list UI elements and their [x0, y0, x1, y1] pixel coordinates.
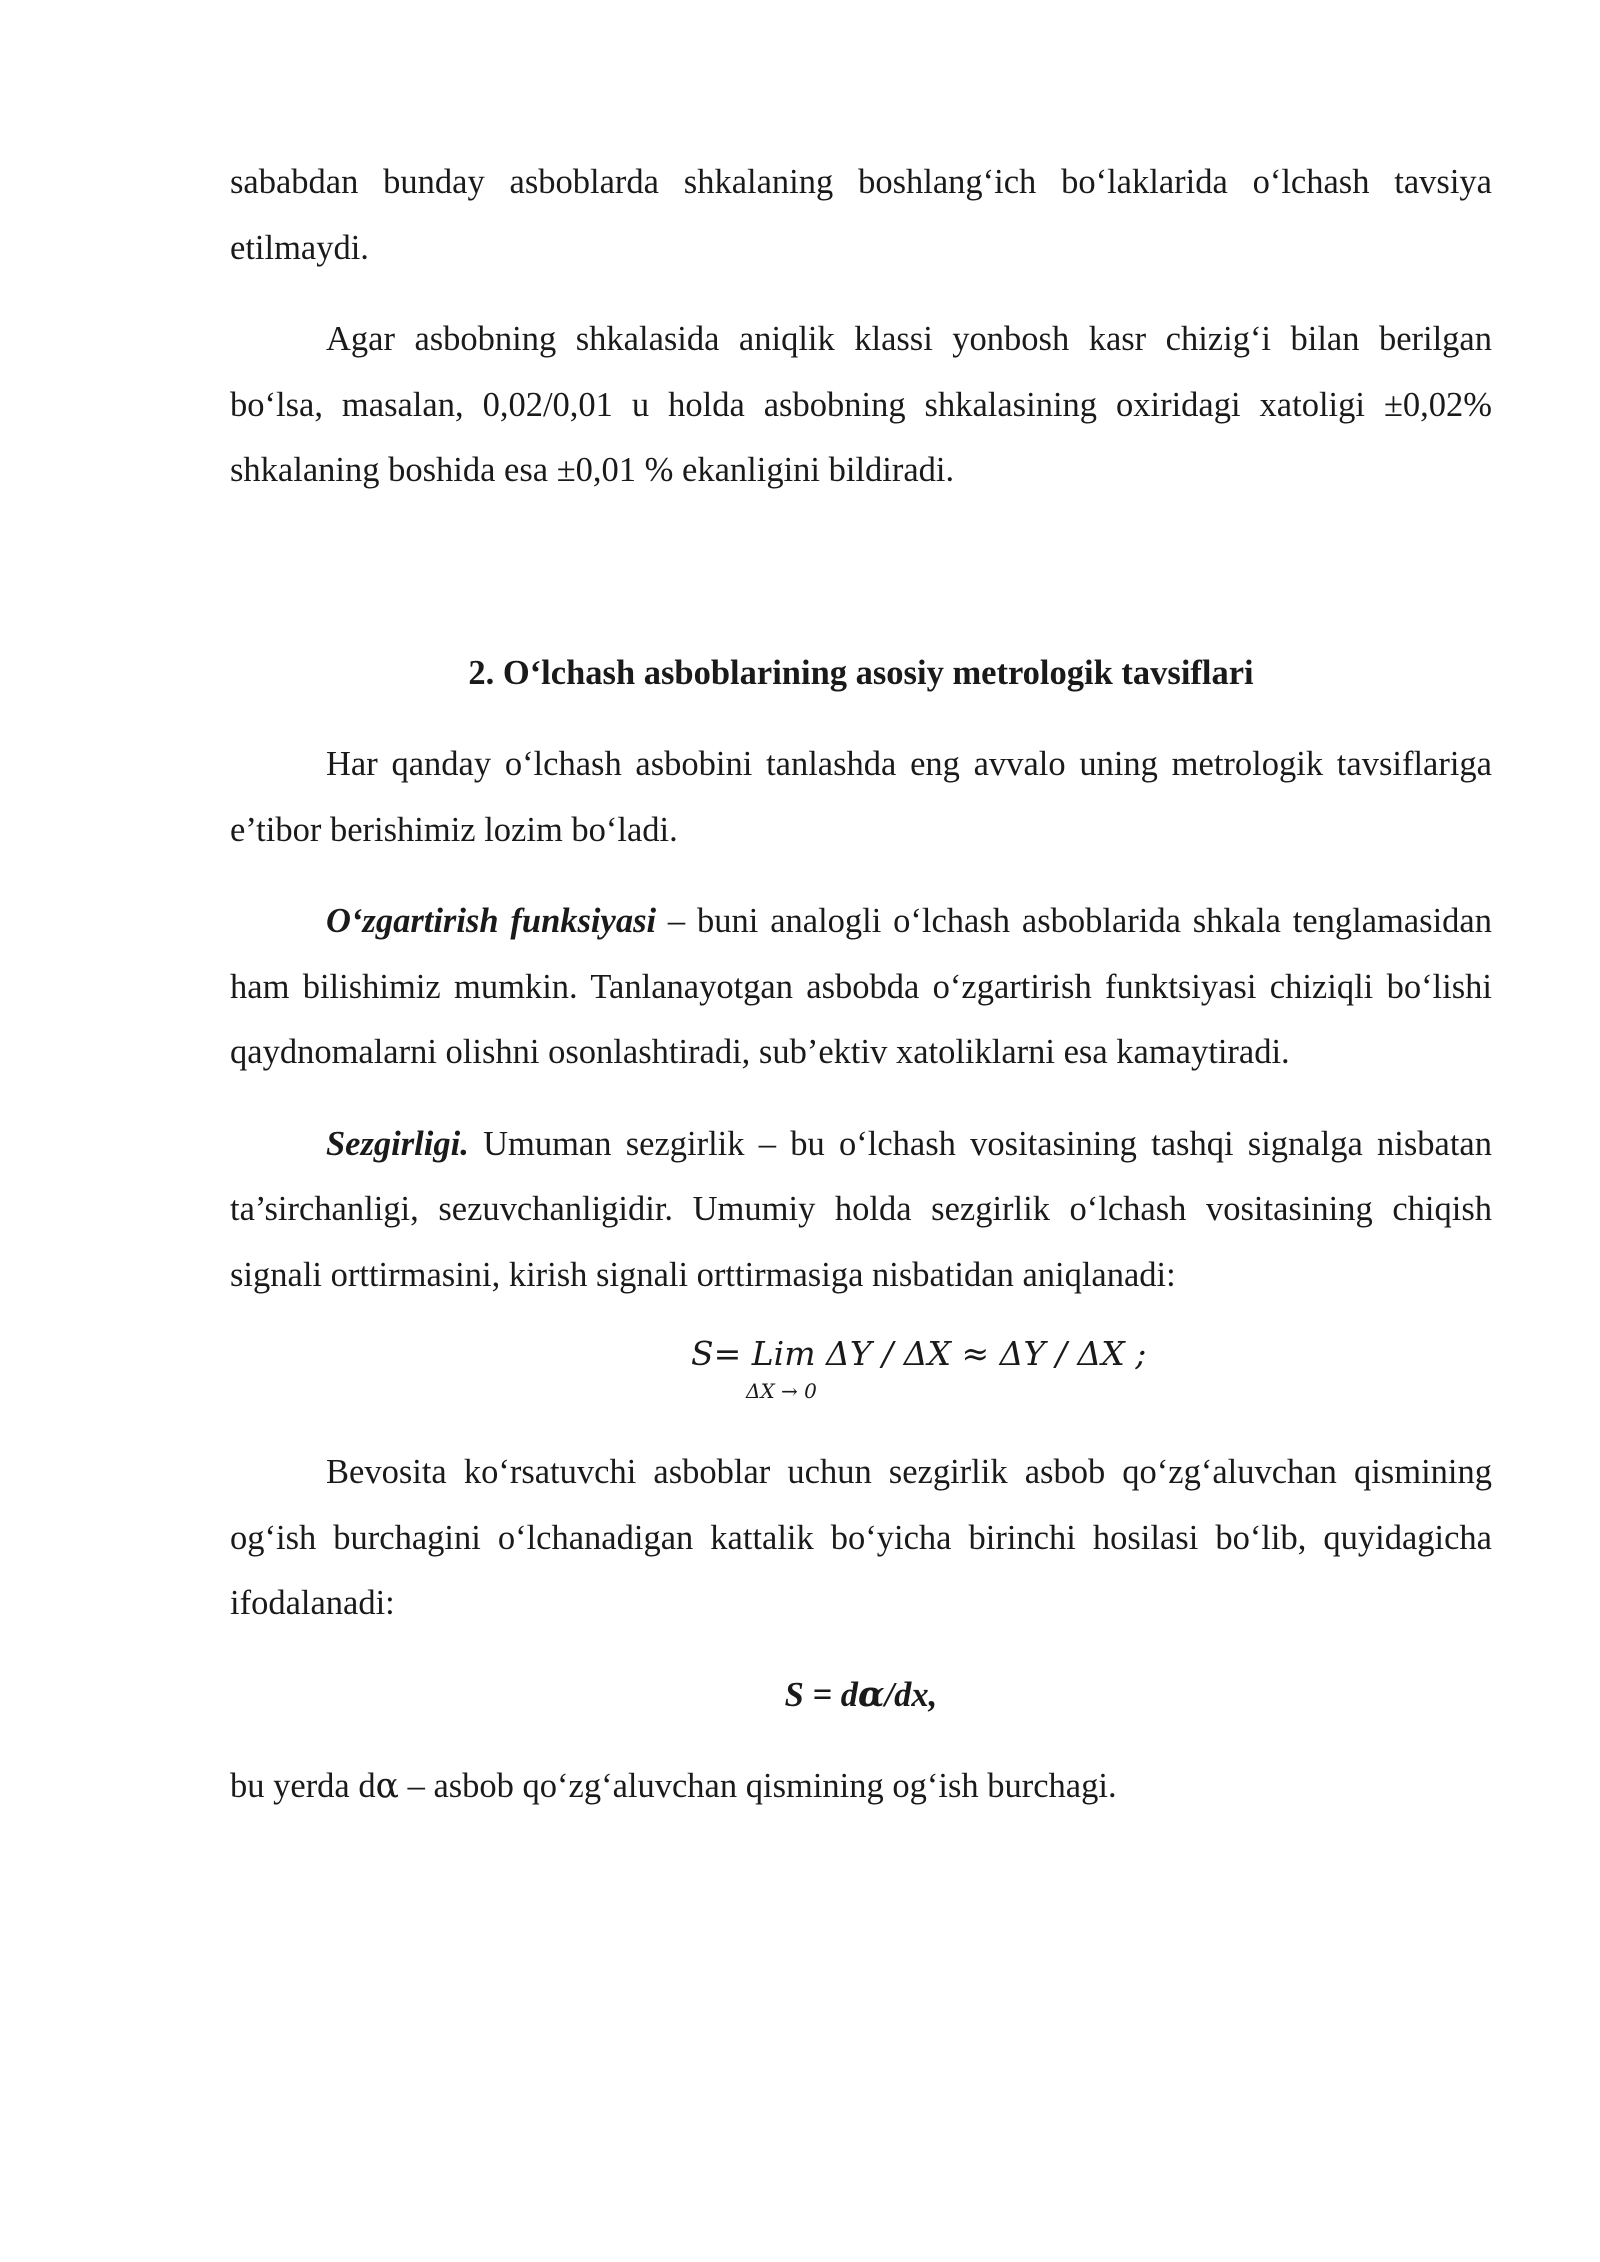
- paragraph-conversion-function: [230, 889, 1492, 1086]
- formula-derivative-suffix: /dx,: [884, 1675, 938, 1714]
- formula-sensitivity-derivative: [230, 1663, 1492, 1729]
- section-heading: 2. O‘lchash asboblarining asosiy metrologik tavsiflari: [468, 653, 1254, 692]
- paragraph-direct-instruments: Bevosita ko‘rsatuvchi asboblar uchun sezgirlik asbob qo‘zg‘aluvchan qismining og‘ish burchagini o‘lchanadigan kattalik bo‘yicha birinchi hosilasi bo‘lib, quyidagicha ifodalanadi:: [230, 1453, 1492, 1622]
- conversion-function-text: – buni analogli o‘lchash asboblarida shkala tenglamasidan ham bilishimiz mumkin. Tanlanayotgan asbobda o‘zgartirish funktsiyasi chiziqli bo‘lishi qaydnomalarni olishni osonlashtiradi, sub’ektiv xatoliklarni esa kamaytiradi.: [230, 902, 1492, 1071]
- paragraph-sensitivity: [230, 1112, 1492, 1309]
- sensitivity-text: Umuman sezgirlik – bu o‘lchash vositasining tashqi signalga nisbatan ta’sirchanligi, sezuvchanligidir. Umumiy holda sezgirlik o‘lchash vositasining chiqish signali orttirmasini, kirish signali orttirmasiga nisbatidan aniqlanadi:: [230, 1124, 1492, 1294]
- term-conversion-function: O‘zgartirish funksiyasi: [326, 902, 657, 940]
- paragraph-accuracy-class: Agar asbobning shkalasida aniqlik klassi yonbosh kasr chizig‘i bilan berilgan bo‘lsa, masalan, 0,02/0,01 u holda asbobning shkalasining oxiridagi xatoligi ±0,02% shkalaning boshida esa ±0,01 % ekanligini bildiradi.: [230, 320, 1492, 489]
- term-sensitivity: Sezgirligi.: [326, 1124, 469, 1163]
- formula-sensitivity-limit: [230, 1322, 1492, 1440]
- formula-limit-main: S= Lim ΔY / ΔX ≈ ΔY / ΔX ;: [691, 1334, 1147, 1373]
- paragraph-definition-alpha: [230, 1754, 1492, 1820]
- paragraph-metrological-intro: Har qanday o‘lchash asbobini tanlashda eng avvalo uning metrologik tavsiflariga e’tibor berishimiz lozim bo‘ladi.: [230, 745, 1492, 849]
- definition-alpha-symbol: α: [375, 1766, 399, 1806]
- document-page: [230, 150, 1492, 1820]
- definition-suffix: – asbob qo‘zg‘aluvchan qismining og‘ish burchagi.: [398, 1767, 1117, 1805]
- formula-alpha-symbol: α: [858, 1674, 885, 1715]
- paragraph-continuation: sababdan bunday asboblarda shkalaning boshlang‘ich bo‘laklarida o‘lchash tavsiya etilmaydi.: [230, 163, 1492, 267]
- formula-derivative-prefix: S = d: [784, 1675, 859, 1714]
- formula-limit-subscript: ΔX → 0: [746, 1379, 817, 1403]
- definition-prefix: bu yerda d: [230, 1767, 376, 1805]
